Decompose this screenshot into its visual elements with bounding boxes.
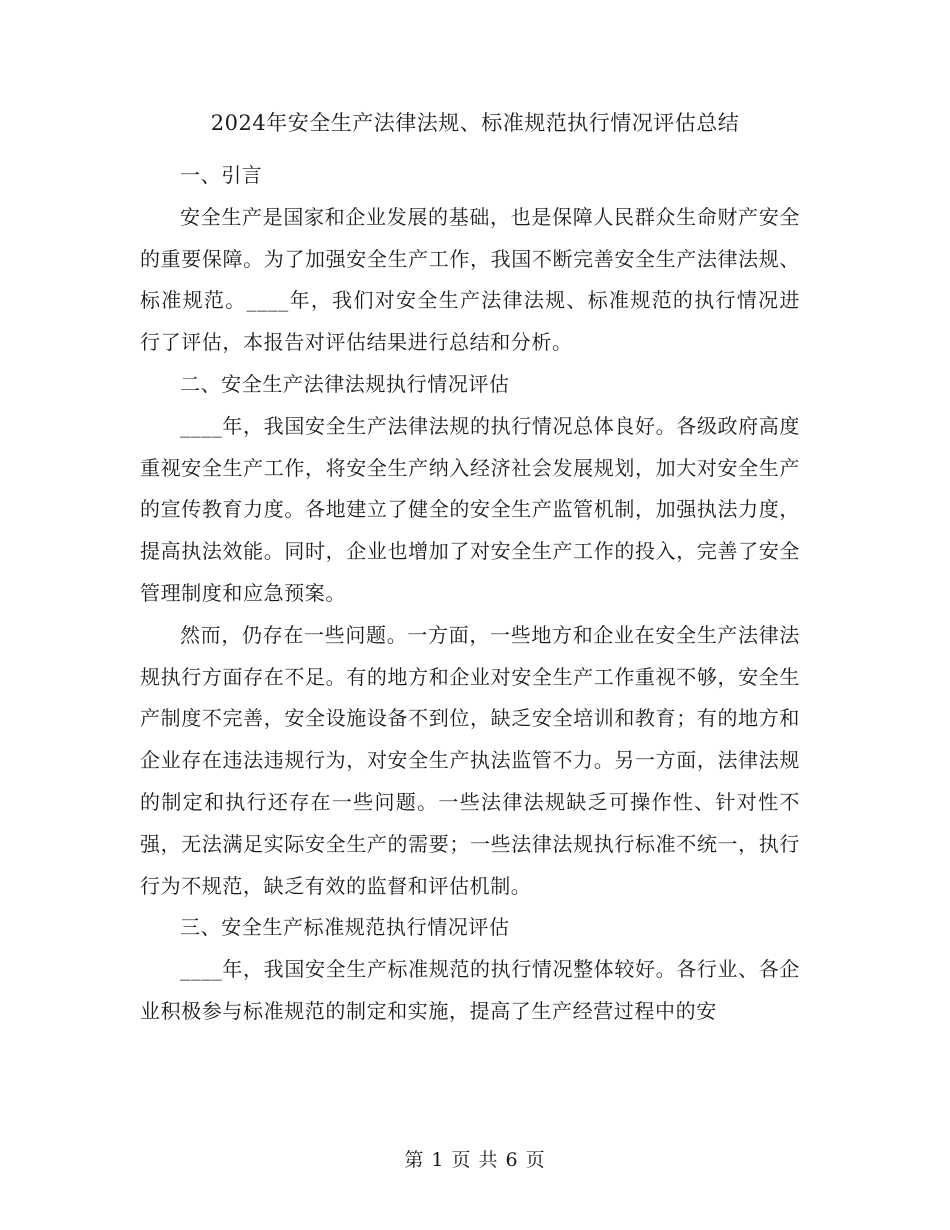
- paragraph-laws-overview: ____年，我国安全生产法律法规的执行情况总体良好。各级政府高度重视安全生产工作，将安全生产纳入经济社会发展规划，加大对安全生产的宣传教育力度。各地建立了健全的安全生产监管机制，加强执法力度，提高执法效能。同时，企业也增加了对安全生产工作的投入，完善了安全管理制度和应急预案。: [140, 413, 800, 605]
- paragraph-laws-problems: 然而，仍存在一些问题。一方面，一些地方和企业在安全生产法律法规执行方面存在不足。有的地方和企业对安全生产工作重视不够，安全生产制度不完善，安全设施设备不到位，缺乏安全培训和教育；有的地方和企业存在违法违规行为，对安全生产执法监管不力。另一方面，法律法规的制定和执行还存在一些问题。一些法律法规缺乏可操作性、针对性不强，无法满足实际安全生产的需要；一些法律法规执行标准不统一，执行行为不规范，缺乏有效的监督和评估机制。: [140, 622, 800, 898]
- page-number-footer: 第 1 页 共 6 页: [404, 1149, 546, 1171]
- section-heading-laws: 二、安全生产法律法规执行情况评估: [180, 371, 510, 396]
- section-heading-standards: 三、安全生产标准规范执行情况评估: [180, 915, 510, 940]
- document-body: [140, 155, 800, 1033]
- paragraph-standards-overview: ____年，我国安全生产标准规范的执行情况整体较好。各行业、各企业积极参与标准规范的制定和实施，提高了生产经营过程中的安: [140, 957, 800, 1023]
- document-title: 2024年安全生产法律法规、标准规范执行情况评估总结: [210, 111, 740, 135]
- section-heading-intro: 一、引言: [180, 163, 263, 187]
- paragraph-intro: 安全生产是国家和企业发展的基础，也是保障人民群众生命财产安全的重要保障。为了加强安全生产工作，我国不断完善安全生产法律法规、标准规范。____年，我们对安全生产法律法规、标准规范的执行情况进行了评估，本报告对评估结果进行总结和分析。: [140, 204, 800, 355]
